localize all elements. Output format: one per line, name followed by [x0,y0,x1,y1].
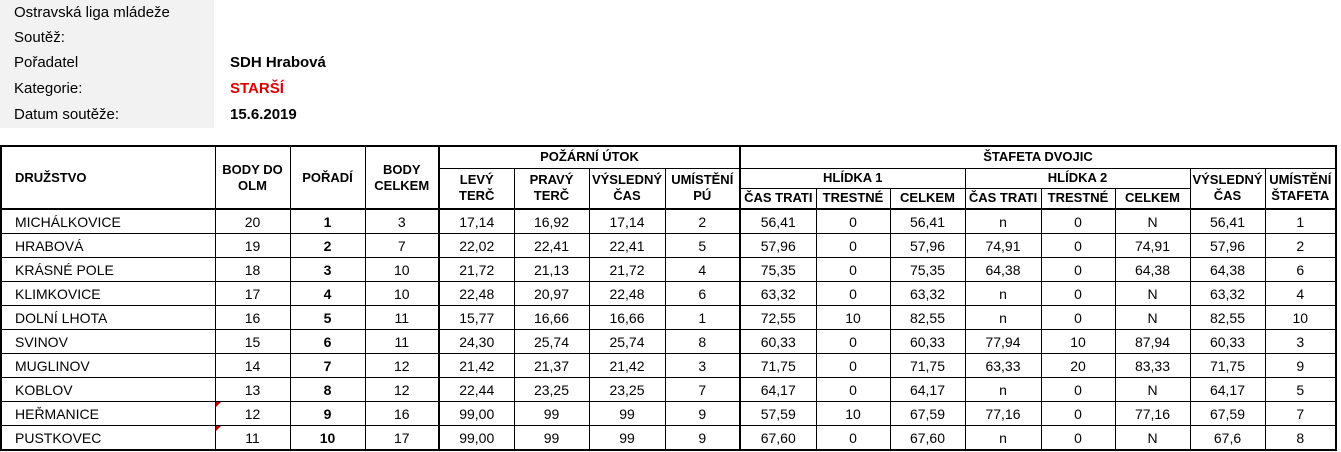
cell-h2-celkem: 87,94 [1115,330,1190,354]
cell-body-olm: 11 [215,426,290,451]
results-table [0,145,1337,451]
cell-h2-cas-trati: n [965,426,1041,451]
header-umisteni-pu: UMÍSTĚNÍ PÚ [665,168,740,209]
cell-body-olm: 12 [215,402,290,426]
cell-body-olm: 19 [215,234,290,258]
cell-h2-trestne: 0 [1041,258,1115,282]
table-row [1,209,1336,234]
competition-label: Soutěž: [14,29,65,46]
cell-h2-trestne: 0 [1041,306,1115,330]
cell-body-celkem: 3 [365,209,439,234]
cell-body-olm: 13 [215,378,290,402]
cell-body-olm: 16 [215,306,290,330]
cell-poradi: 5 [290,306,365,330]
cell-h2-celkem: N [1115,426,1190,451]
category-value: STARŠÍ [230,80,284,97]
cell-pravy-terc: 23,25 [514,378,589,402]
cell-stafeta-cas: 64,38 [1190,258,1265,282]
header-stafeta-vysledny-cas: VÝSLEDNÝ ČAS [1190,168,1265,209]
cell-h2-celkem: 64,38 [1115,258,1190,282]
cell-stafeta-cas: 67,6 [1190,426,1265,451]
cell-h2-celkem: N [1115,378,1190,402]
cell-umisteni-stafeta: 4 [1265,282,1336,306]
cell-umisteni-pu: 3 [665,354,740,378]
cell-levy-terc: 15,77 [439,306,514,330]
cell-h2-celkem: 74,91 [1115,234,1190,258]
cell-umisteni-pu: 7 [665,378,740,402]
cell-pravy-terc: 25,74 [514,330,589,354]
organizer-value: SDH Hrabová [230,54,326,71]
header-levy-terc: LEVÝ TERČ [439,168,514,209]
table-row [1,234,1336,258]
header-h1-trestne: TRESTNÉ [816,188,890,209]
header-body-celkem: BODY CELKEM [365,146,439,209]
cell-poradi: 2 [290,234,365,258]
cell-h2-trestne: 0 [1041,234,1115,258]
cell-stafeta-cas: 71,75 [1190,354,1265,378]
cell-h1-celkem: 67,59 [890,402,965,426]
cell-pravy-terc: 20,97 [514,282,589,306]
cell-umisteni-pu: 5 [665,234,740,258]
cell-poradi: 10 [290,426,365,451]
header-vysledny-cas: VÝSLEDNÝ ČAS [589,168,665,209]
cell-levy-terc: 21,72 [439,258,514,282]
cell-poradi: 8 [290,378,365,402]
cell-pravy-terc: 99 [514,402,589,426]
cell-h1-trestne: 0 [816,258,890,282]
cell-body-celkem: 12 [365,378,439,402]
header-stafeta-dvojic: ŠTAFETA DVOJIC [740,146,1336,168]
cell-h2-cas-trati: 63,33 [965,354,1041,378]
cell-umisteni-stafeta: 3 [1265,330,1336,354]
cell-vysledny-cas: 23,25 [589,378,665,402]
header-poradi: POŘADÍ [290,146,365,209]
header-pozarni-utok: POŽÁRNÍ ÚTOK [439,146,740,168]
cell-h1-cas-trati: 63,32 [740,282,816,306]
cell-h2-cas-trati: 74,91 [965,234,1041,258]
cell-h1-celkem: 57,96 [890,234,965,258]
cell-h2-cas-trati: n [965,209,1041,234]
cell-poradi: 6 [290,330,365,354]
table-header [1,146,1336,209]
cell-pravy-terc: 21,13 [514,258,589,282]
cell-h1-celkem: 63,32 [890,282,965,306]
cell-h1-trestne: 0 [816,234,890,258]
cell-stafeta-cas: 57,96 [1190,234,1265,258]
cell-h2-celkem: 83,33 [1115,354,1190,378]
cell-body-celkem: 16 [365,402,439,426]
cell-h1-cas-trati: 64,17 [740,378,816,402]
cell-umisteni-pu: 9 [665,402,740,426]
cell-h1-celkem: 71,75 [890,354,965,378]
header-h1-cas-trati: ČAS TRATI [740,188,816,209]
cell-levy-terc: 17,14 [439,209,514,234]
cell-body-olm: 20 [215,209,290,234]
cell-h2-cas-trati: n [965,306,1041,330]
cell-umisteni-pu: 2 [665,209,740,234]
cell-team: KLIMKOVICE [1,282,215,306]
cell-body-olm: 15 [215,330,290,354]
cell-team: PUSTKOVEC [1,426,215,451]
cell-vysledny-cas: 21,72 [589,258,665,282]
cell-body-olm: 18 [215,258,290,282]
cell-levy-terc: 99,00 [439,402,514,426]
cell-umisteni-stafeta: 8 [1265,426,1336,451]
cell-h2-cas-trati: n [965,282,1041,306]
cell-poradi: 1 [290,209,365,234]
cell-vysledny-cas: 99 [589,426,665,451]
cell-h1-celkem: 82,55 [890,306,965,330]
cell-h1-trestne: 0 [816,330,890,354]
cell-h1-trestne: 0 [816,354,890,378]
cell-poradi: 7 [290,354,365,378]
cell-umisteni-pu: 6 [665,282,740,306]
table-body [1,209,1336,450]
cell-pravy-terc: 16,66 [514,306,589,330]
cell-h2-cas-trati: n [965,378,1041,402]
header-h2-cas-trati: ČAS TRATI [965,188,1041,209]
cell-h1-cas-trati: 56,41 [740,209,816,234]
cell-h2-trestne: 0 [1041,282,1115,306]
cell-vysledny-cas: 22,41 [589,234,665,258]
cell-levy-terc: 22,48 [439,282,514,306]
header-hlidka-2: HLÍDKA 2 [965,168,1190,188]
cell-umisteni-stafeta: 6 [1265,258,1336,282]
table-row [1,306,1336,330]
cell-h1-trestne: 0 [816,209,890,234]
cell-h2-trestne: 0 [1041,378,1115,402]
cell-umisteni-pu: 1 [665,306,740,330]
cell-h1-trestne: 0 [816,426,890,451]
cell-team: KRÁSNÉ POLE [1,258,215,282]
cell-h1-trestne: 10 [816,306,890,330]
header-h2-trestne: TRESTNÉ [1041,188,1115,209]
table-row [1,354,1336,378]
cell-levy-terc: 21,42 [439,354,514,378]
cell-umisteni-stafeta: 5 [1265,378,1336,402]
cell-h1-cas-trati: 67,60 [740,426,816,451]
cell-pravy-terc: 21,37 [514,354,589,378]
cell-h2-trestne: 0 [1041,209,1115,234]
cell-h1-trestne: 0 [816,378,890,402]
cell-poradi: 9 [290,402,365,426]
cell-stafeta-cas: 60,33 [1190,330,1265,354]
cell-h1-celkem: 64,17 [890,378,965,402]
cell-h1-cas-trati: 60,33 [740,330,816,354]
cell-h2-celkem: N [1115,209,1190,234]
cell-vysledny-cas: 25,74 [589,330,665,354]
cell-umisteni-stafeta: 1 [1265,209,1336,234]
cell-poradi: 4 [290,282,365,306]
cell-h2-trestne: 0 [1041,426,1115,451]
cell-umisteni-pu: 9 [665,426,740,451]
table-row [1,426,1336,451]
cell-body-olm: 17 [215,282,290,306]
date-value: 15.6.2019 [230,106,297,123]
table-row [1,378,1336,402]
cell-h2-cas-trati: 77,94 [965,330,1041,354]
cell-umisteni-stafeta: 7 [1265,402,1336,426]
cell-stafeta-cas: 63,32 [1190,282,1265,306]
cell-h1-celkem: 60,33 [890,330,965,354]
header-umisteni-stafeta: UMÍSTĚNÍ ŠTAFETA [1265,168,1336,209]
cell-h1-celkem: 67,60 [890,426,965,451]
organizer-label: Pořadatel [14,54,79,71]
cell-levy-terc: 22,44 [439,378,514,402]
header-pravy-terc: PRAVÝ TERČ [514,168,589,209]
header-hlidka-1: HLÍDKA 1 [740,168,965,188]
cell-team: HEŘMANICE [1,402,215,426]
cell-h1-cas-trati: 71,75 [740,354,816,378]
cell-team: MICHÁLKOVICE [1,209,215,234]
cell-umisteni-stafeta: 2 [1265,234,1336,258]
cell-body-celkem: 7 [365,234,439,258]
header-h2-celkem: CELKEM [1115,188,1190,209]
cell-levy-terc: 24,30 [439,330,514,354]
cell-h2-trestne: 0 [1041,402,1115,426]
cell-h2-celkem: N [1115,282,1190,306]
cell-levy-terc: 99,00 [439,426,514,451]
cell-vysledny-cas: 22,48 [589,282,665,306]
cell-h2-celkem: N [1115,306,1190,330]
table-row [1,258,1336,282]
cell-body-celkem: 11 [365,330,439,354]
cell-body-olm: 14 [215,354,290,378]
cell-poradi: 3 [290,258,365,282]
cell-h1-cas-trati: 57,59 [740,402,816,426]
table-row [1,282,1336,306]
cell-team: SVINOV [1,330,215,354]
league-name: Ostravská liga mládeže [14,4,170,21]
cell-h1-trestne: 0 [816,282,890,306]
cell-h1-celkem: 75,35 [890,258,965,282]
cell-h1-celkem: 56,41 [890,209,965,234]
date-label: Datum soutěže: [14,106,120,123]
cell-stafeta-cas: 56,41 [1190,209,1265,234]
cell-stafeta-cas: 82,55 [1190,306,1265,330]
cell-team: HRABOVÁ [1,234,215,258]
cell-body-celkem: 10 [365,282,439,306]
cell-body-celkem: 11 [365,306,439,330]
cell-vysledny-cas: 21,42 [589,354,665,378]
category-label: Kategorie: [14,80,83,97]
cell-body-celkem: 12 [365,354,439,378]
cell-h1-trestne: 10 [816,402,890,426]
cell-vysledny-cas: 16,66 [589,306,665,330]
cell-h1-cas-trati: 57,96 [740,234,816,258]
cell-pravy-terc: 22,41 [514,234,589,258]
cell-stafeta-cas: 67,59 [1190,402,1265,426]
cell-h2-cas-trati: 64,38 [965,258,1041,282]
cell-umisteni-stafeta: 10 [1265,306,1336,330]
table-row [1,330,1336,354]
cell-levy-terc: 22,02 [439,234,514,258]
cell-umisteni-pu: 8 [665,330,740,354]
cell-h2-celkem: 77,16 [1115,402,1190,426]
cell-body-celkem: 10 [365,258,439,282]
header-body-do-olm: BODY DO OLM [215,146,290,209]
table-row [1,402,1336,426]
header-team: DRUŽSTVO [1,146,215,209]
cell-team: DOLNÍ LHOTA [1,306,215,330]
cell-umisteni-pu: 4 [665,258,740,282]
cell-h2-trestne: 10 [1041,330,1115,354]
cell-h1-cas-trati: 75,35 [740,258,816,282]
cell-pravy-terc: 16,92 [514,209,589,234]
cell-umisteni-stafeta: 9 [1265,354,1336,378]
cell-body-celkem: 17 [365,426,439,451]
cell-team: KOBLOV [1,378,215,402]
cell-stafeta-cas: 64,17 [1190,378,1265,402]
cell-h2-trestne: 20 [1041,354,1115,378]
cell-h1-cas-trati: 72,55 [740,306,816,330]
cell-vysledny-cas: 17,14 [589,209,665,234]
header-h1-celkem: CELKEM [890,188,965,209]
cell-h2-cas-trati: 77,16 [965,402,1041,426]
cell-team: MUGLINOV [1,354,215,378]
cell-pravy-terc: 99 [514,426,589,451]
cell-vysledny-cas: 99 [589,402,665,426]
